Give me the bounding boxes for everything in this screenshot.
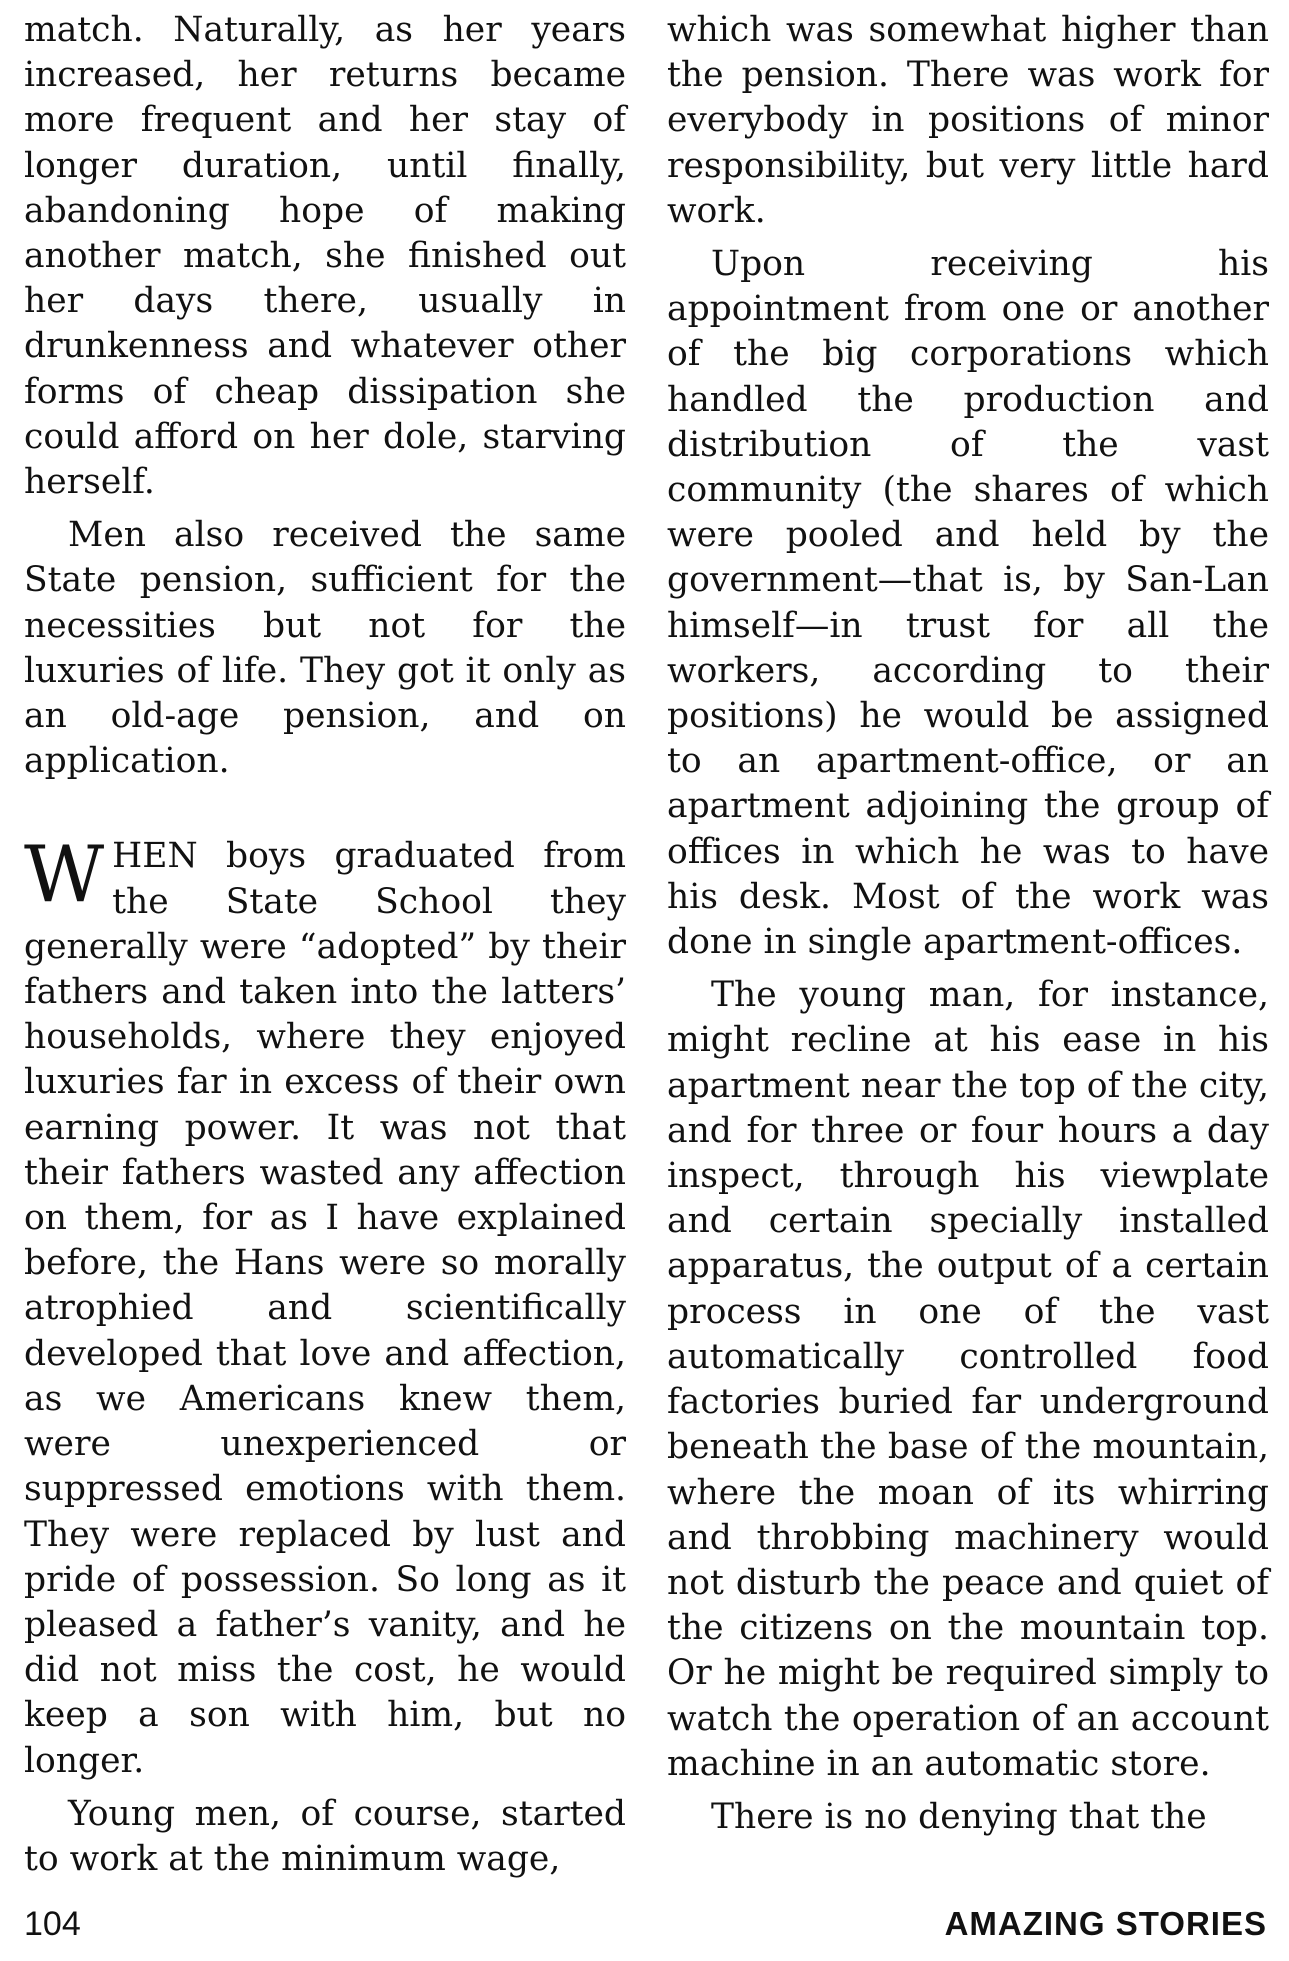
paragraph-men-pension: Men also received the same State pension, sufficient for the necessities but not for the luxuries of life. They got it only as an old-age pension, and on application. [24,515,626,782]
right-text-column [667,8,1269,1840]
paragraph-young-man-instance: The young man, for instance, might recline at his ease in his apartment near the top of the city, and for three or four hours a day inspect, through his viewplate and certain specially installed apparatus, the output of a certain process in one of the vast automatically controlled food factories buried far underground beneath the base of the mountain, where the moan of its whirring and throbbing machinery would not disturb the peace and quiet of the citizens on the mountain top. Or he might be required simply to watch the operation of an account machine in an automatic store. [667,975,1269,1784]
drop-cap: W [24,830,105,921]
paragraph-appointment: Upon receiving his appointment from one or another of the big corporations which handled the production and distribution of the vast community (the shares of which were pooled and held by the government—that is, by San-Lan himself—in trust for all the workers, according to their positions) he would be assigned to an apartment-office, or an apartment adjoining the group of offices in which he was to have his desk. Most of the work was done in single apartment-offices. [667,244,1269,963]
paragraph-section-start [24,830,626,1783]
left-text-column [24,8,626,1882]
section-start-text: HEN boys graduated from the State School they generally were “adopted” by their fathers and taken into the latters’ households, where they enjoyed luxuries far in excess of their own earning power. It was not that their fathers wasted any affection on them, for as I have explained before, the Hans were so morally atrophied and scientifically developed that love and affection, as we Americans knew them, were unexperienced or suppressed emotions with them. They were replaced by lust and pride of possession. So long as it pleased a father’s vanity, and he did not miss the cost, he would keep a son with him, but no longer. [24,836,626,1781]
running-head-title: AMAZING STORIES [944,1905,1267,1942]
paragraph-young-men: Young men, of course, started to work at the minimum wage, [24,1793,626,1879]
paragraph-no-denying: There is no denying that the [711,1796,1207,1837]
paragraph-continued-right: which was somewhat higher than the pension. There was work for everybody in positions of minor responsibility, but very little hard work. [667,10,1269,231]
paragraph-continued: match. Naturally, as her years increased, her returns became more frequent and her stay of longer duration, until finally, abandoning hope of making another match, she finished out her days there, usually in drunkenness and whatever other forms of cheap dissipation she could afford on her dole, starving herself. [24,10,626,503]
page-number: 104 [24,1905,81,1943]
